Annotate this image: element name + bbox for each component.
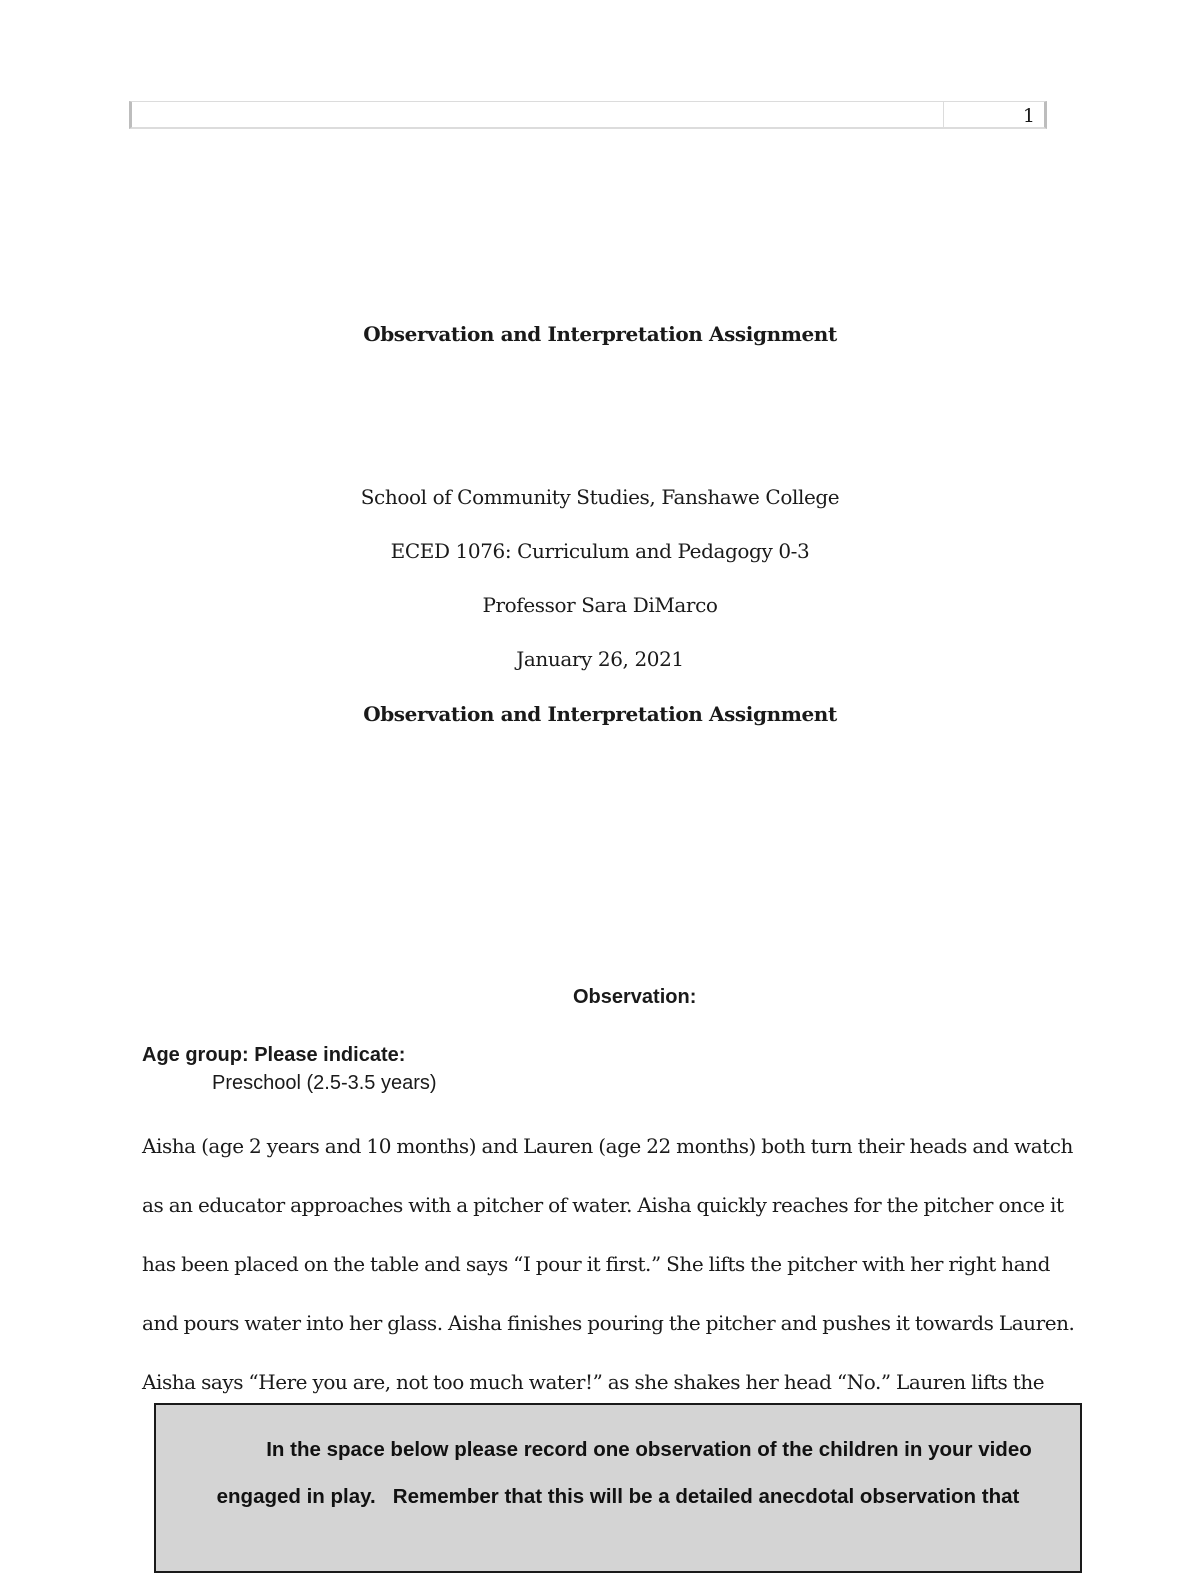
professor-name: Professor Sara DiMarco — [482, 593, 718, 617]
observation-paragraph-line: Aisha says “Here you are, not too much water!” as she shakes her head “No.” Lauren lifts the — [142, 1370, 1045, 1394]
school-name: School of Community Studies, Fanshawe College — [360, 485, 840, 509]
document-date: January 26, 2021 — [516, 647, 684, 671]
course-name: ECED 1076: Curriculum and Pedagogy 0-3 — [390, 539, 810, 563]
observation-paragraph-line: and pours water into her glass. Aisha finishes pouring the pitcher and pushes it towards Lauren. — [142, 1311, 1075, 1335]
instruction-line-2-end: observation that — [854, 1485, 1020, 1508]
page-number: 1 — [1022, 105, 1035, 127]
page-header — [129, 101, 1047, 129]
instruction-line-2-start: engaged in play. Remember that this will be a detailed — [216, 1485, 759, 1508]
age-group-label: Age group: Please indicate: — [142, 1044, 406, 1066]
observation-paragraph-line: has been placed on the table and says “I pour it first.” She lifts the pitcher with her right hand — [142, 1252, 1050, 1276]
instruction-box — [154, 1403, 1082, 1573]
anecdotal-emphasis: anecdotal — [758, 1485, 855, 1508]
header-divider — [943, 102, 944, 127]
age-group-value: Preschool (2.5-3.5 years) — [212, 1072, 437, 1094]
document-title-repeat: Observation and Interpretation Assignment — [363, 702, 837, 726]
observation-paragraph-line: as an educator approaches with a pitcher of water. Aisha quickly reaches for the pitcher once it — [142, 1193, 1064, 1217]
document-title: Observation and Interpretation Assignment — [363, 322, 837, 346]
instruction-line-1: In the space below please record one observation of the children in your video — [266, 1438, 1032, 1461]
observation-heading: Observation: — [573, 986, 697, 1008]
instruction-line-2 — [156, 1485, 1080, 1509]
observation-paragraph-line: Aisha (age 2 years and 10 months) and Lauren (age 22 months) both turn their heads and watch — [142, 1134, 1073, 1158]
